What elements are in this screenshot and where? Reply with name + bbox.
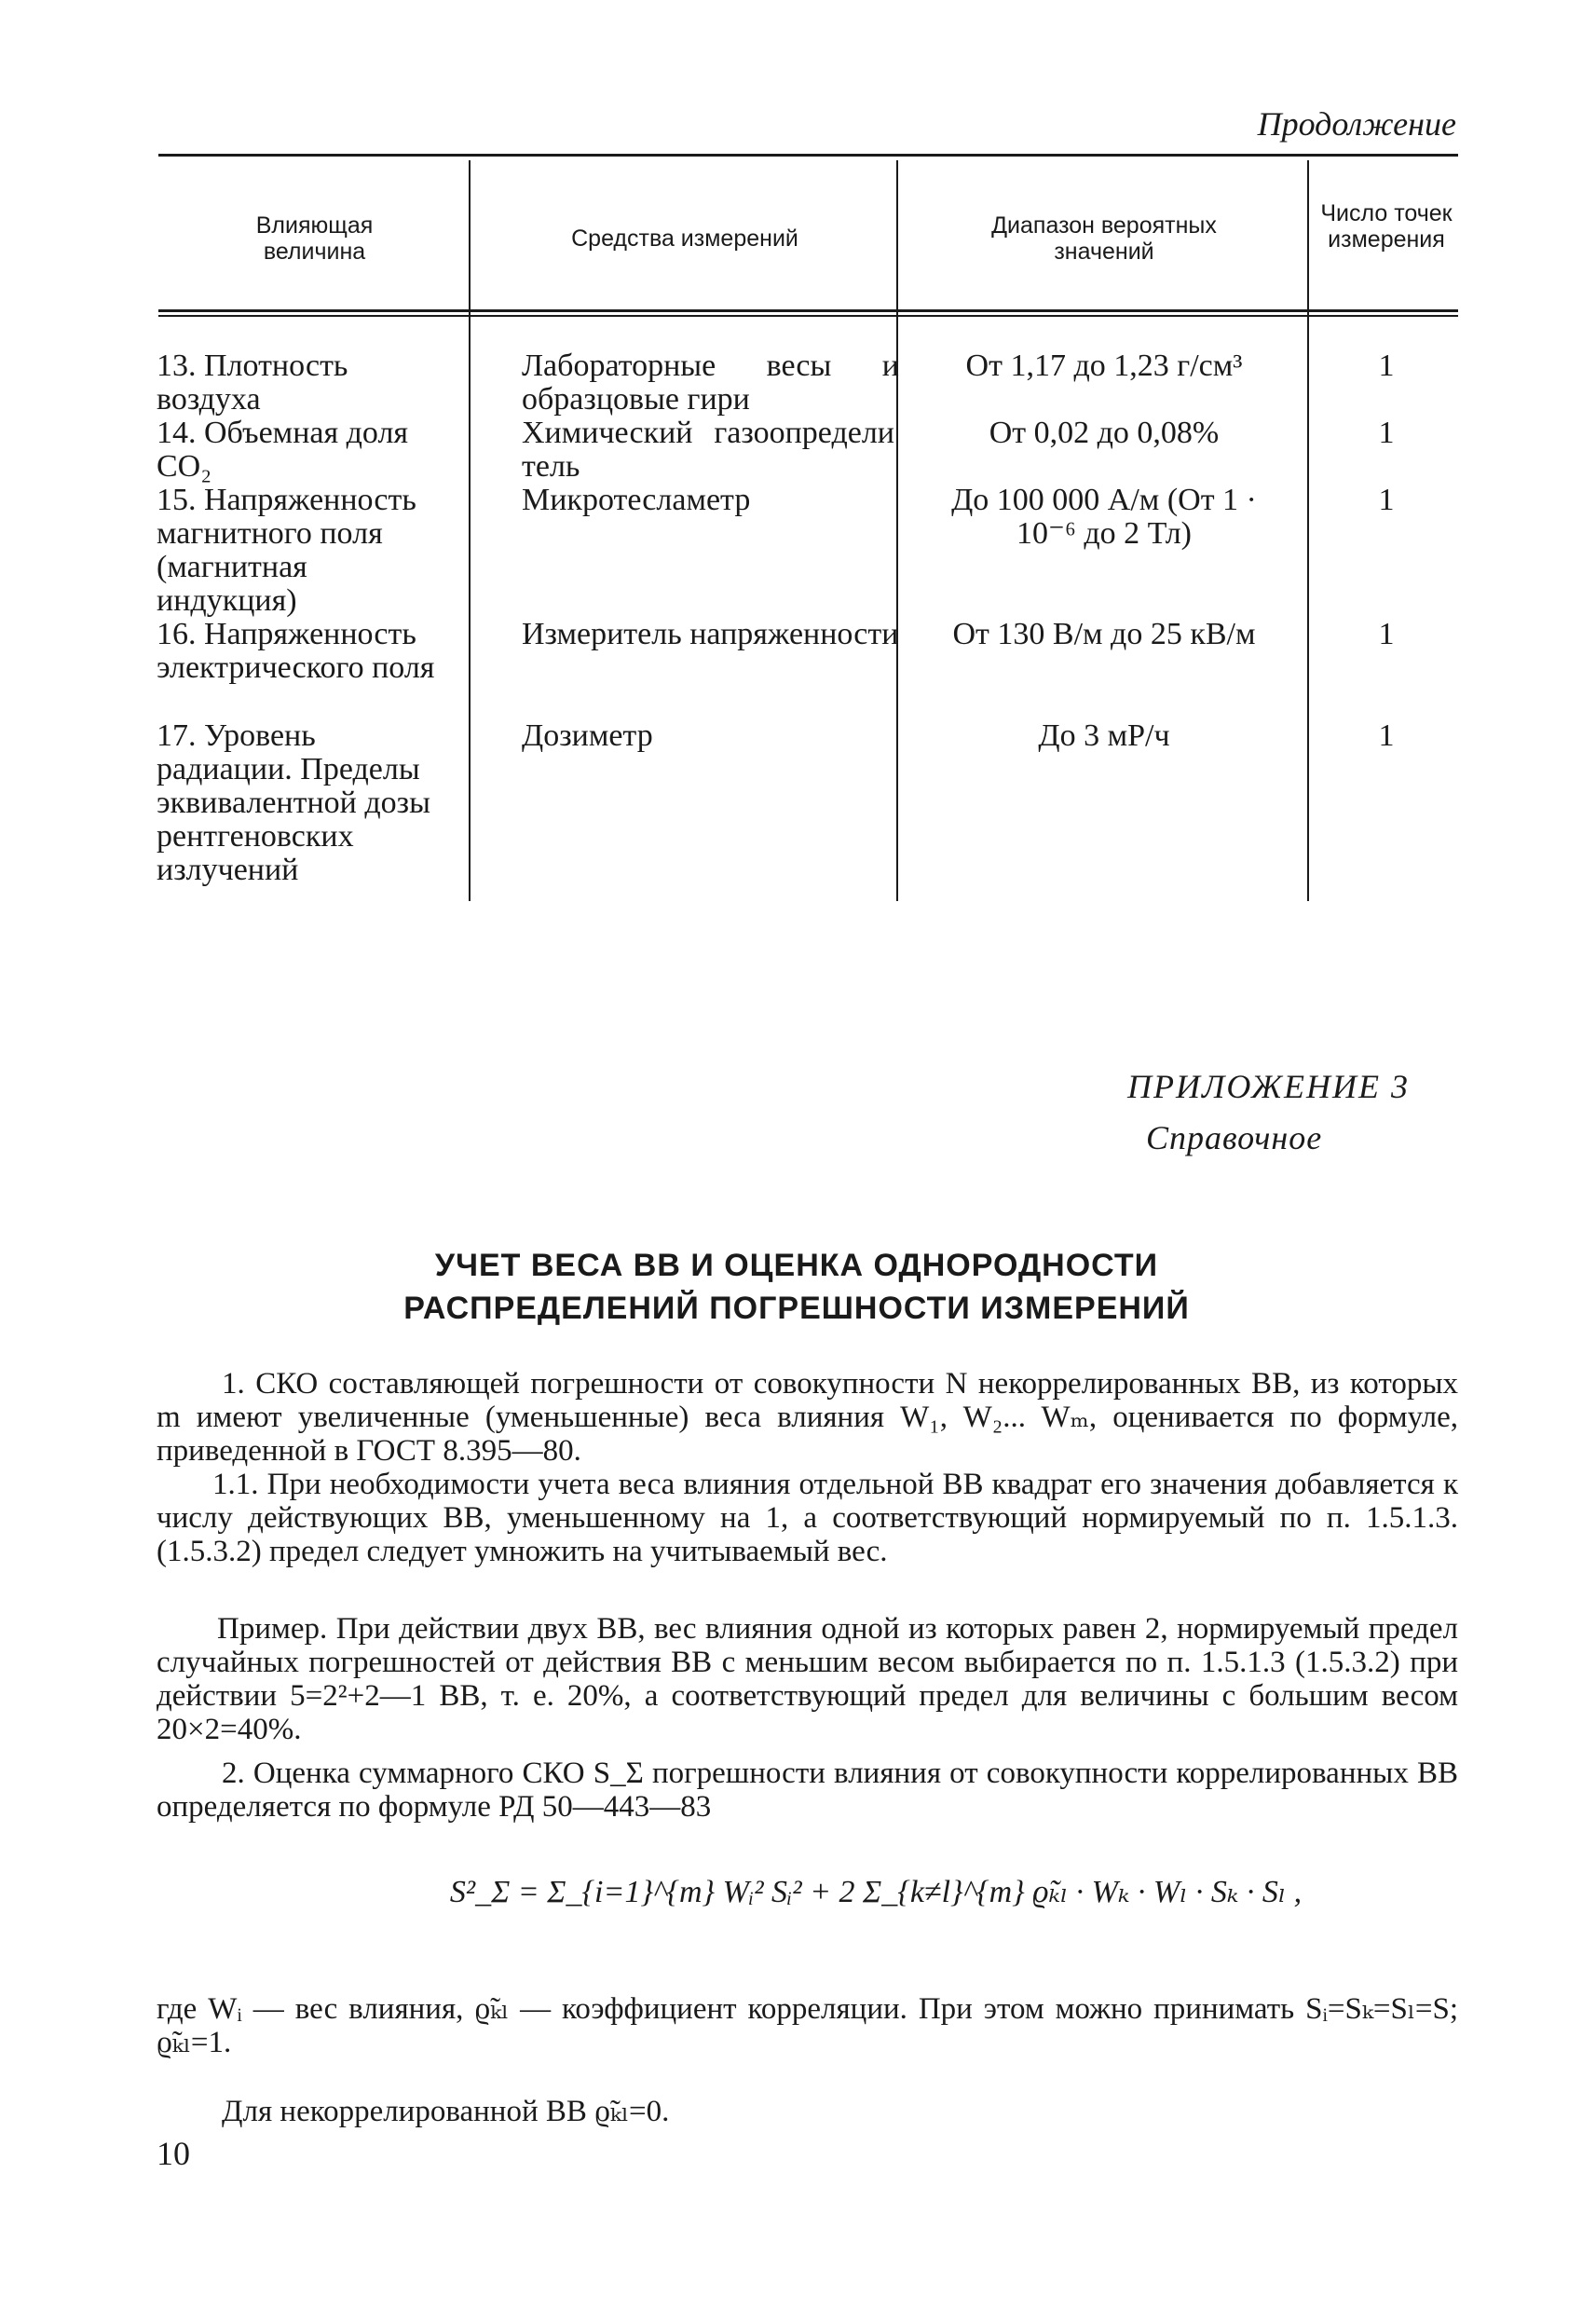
table-cell-points: 1 [1378,349,1395,383]
table-cell-range: От 0,02 до 0,08% [989,416,1220,450]
where-paragraph: где Wᵢ — вес влияния, ϱ̃ₖₗ — коэффициент корреляции. При этом можно принимать Sᵢ=Sₖ=Sₗ=S; ϱ̃ₖₗ=1. [157,1992,1458,2059]
table-header-instrument: Средства измерений [571,226,798,252]
table-header-rule-2 [158,315,1458,317]
page-number: 10 [157,2135,190,2172]
table-column-divider [896,160,898,901]
table-header-rule [158,309,1458,312]
table-cell-points: 1 [1378,718,1395,753]
table-cell-range: До 100 000 А/м (От 1 · 10⁻⁶ до 2 Тл) [951,483,1257,551]
appendix-kind: Справочное [1146,1119,1323,1156]
table-cell-instrument: Микротесламетр [522,483,751,517]
continuation-label: Продолжение [1257,105,1456,143]
table-cell-quantity: 13. Плотность воздуха [157,349,348,417]
table-cell-instrument: Химический газоопределитель [522,416,894,484]
table-cell-range: До 3 мР/ч [1038,718,1170,753]
table-top-rule [158,154,1458,157]
table-cell-quantity: 14. Объемная доля CO₂ [157,416,409,484]
table-column-divider [469,160,471,901]
table-cell-range: От 1,17 до 1,23 г/см³ [965,349,1243,383]
appendix-label: ПРИЛОЖЕНИЕ 3 [1127,1068,1410,1105]
table-cell-points: 1 [1378,483,1395,517]
table-cell-quantity: 15. Напряженность магнитного поля (магнитная индукция) [157,483,416,618]
table-cell-instrument: Лабораторные весы и образцовые гири [522,349,899,417]
paragraph-1: 1. СКО составляющей погрешности от совокупности N некоррелированных ВВ, из которых m имеют увеличенные (уменьшенные) веса влияния W₁, W₂... Wₘ, оценивается по формуле, приведенной в ГОСТ 8.395—80. [157,1367,1458,1468]
table-header-quantity: Влияющая величина [255,212,374,265]
table-cell-instrument: Измеритель напряженности [522,617,899,651]
formula: S²_Σ = Σ_{i=1}^{m} Wᵢ² Sᵢ² + 2 Σ_{k≠l}^{m} ϱ̃ₖₗ · Wₖ · Wₗ · Sₖ · Sₗ , [449,1875,1303,1909]
example-paragraph: Пример. При действии двух ВВ, вес влияния одной из которых равен 2, нормируемый предел случайных погрешностей от действия ВВ с меньшим весом выбирается по п. 1.5.1.3 (1.5.3.2) при действии 5=2²+2—1 ВВ, т. е. 20%, а соответствующий предел для величины с большим весом 20×2=40%. [157,1612,1458,1746]
paragraph-2: 2. Оценка суммарного СКО S_Σ погрешности влияния от совокупности коррелированных ВВ определяется по формуле РД 50—443—83 [157,1756,1458,1824]
table-cell-points: 1 [1378,416,1395,450]
paragraph-1-1: 1.1. При необходимости учета веса влияния отдельной ВВ квадрат его значения добавляется к числу действующих ВВ, уменьшенному на 1, а соответствующий нормируемый по п. 1.5.1.3. (1.5.3.2) предел следует умножить на учитываемый вес. [157,1468,1458,1568]
table-cell-quantity: 17. Уровень радиации. Пределы эквивалентной дозы рентгеновских излучений [157,718,430,887]
uncorrelated-paragraph: Для некоррелированной ВВ ϱ̃ₖₗ=0. [222,2095,670,2128]
table-column-divider [1307,160,1309,901]
section-title-line: РАСПРЕДЕЛЕНИЙ ПОГРЕШНОСТИ ИЗМЕРЕНИЙ [403,1291,1190,1326]
table-cell-quantity: 16. Напряженность электрического поля [157,617,435,685]
table-cell-instrument: Дозиметр [522,718,653,753]
table-cell-range: От 130 В/м до 25 кВ/м [952,617,1256,651]
table-cell-points: 1 [1378,617,1395,651]
table-header-points: Число точек измерения [1320,200,1453,253]
section-title-line: УЧЕТ ВЕСА ВВ И ОЦЕНКА ОДНОРОДНОСТИ [434,1248,1159,1283]
table-header-range: Диапазон вероятных значений [991,212,1217,265]
